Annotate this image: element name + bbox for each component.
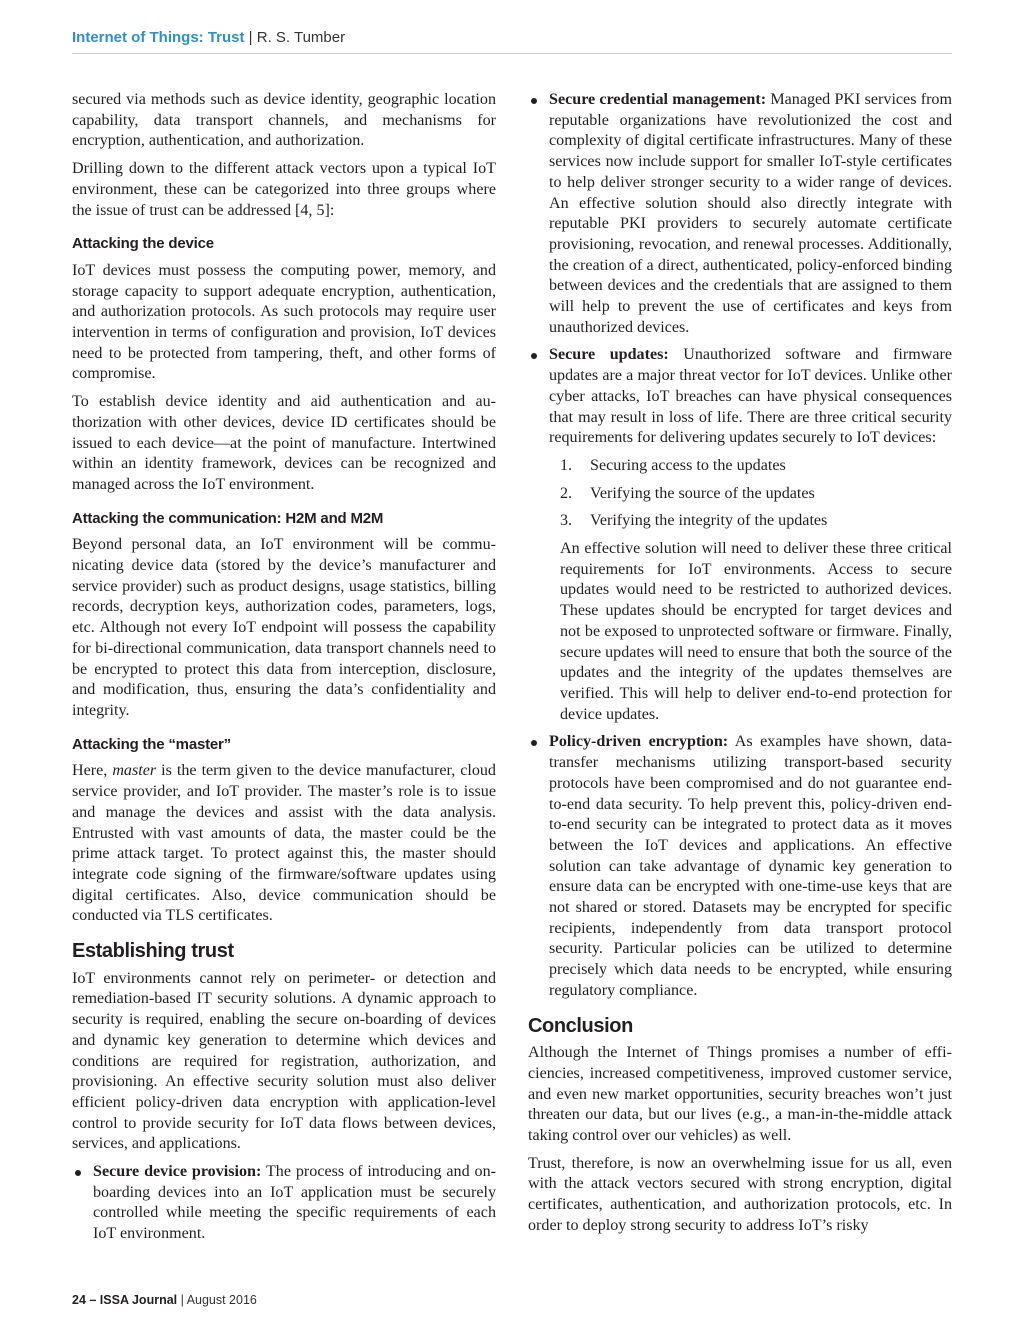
bullet-list bbox=[528, 90, 952, 449]
bullet-item-secure-credential-management: Secure credential management: Managed PKI services from reputable organizations have revolutionized the cost and complexity of digital certificate infrastructures. Many of these services now include support for smaller IoT-style certificates to help deliver stronger security to a wider range of devices. An effective solution should also directly integrate with reputable PKI providers to securely automate certificate provisioning, revocation, and renewal processes. Additionally, the creation of a direct, authenticated, policy-enforced binding between devices and the credentials that are assigned to them will help to prevent the use of certificates and keys from unauthorized devices. bbox=[528, 90, 952, 338]
paragraph: IoT environments cannot rely on perimeter- or detection and remediation-based IT security solutions. A dynamic approach to security is required, enabling the secure on-boarding of devices and dynamic key generation to determine which devices and conditions are required for registration, authorization, and provisioning. An effective security solution must also deliver efficient policy-driven data encryption with application-level control to provide security for IoT data flows between devices, services, and applications. bbox=[72, 969, 496, 1153]
subheading-attacking-communication: Attacking the communication: H2M and M2M bbox=[72, 509, 384, 527]
running-head bbox=[72, 29, 952, 46]
paragraph: An effective solution will need to deliver these three critical requirements for IoT environments. Access to secure updates would need to be restricted to authorized devices. These updates should be encrypted for target devices and not be exposed to unprotected software or firmware. Finally, secure updates will need to ensure that both the source of the updates and the integrity of the updates themselves are verified. This will help to deliver end-to-end protection for device updates. bbox=[560, 540, 952, 723]
page-folio: 24 – ISSA Journal bbox=[72, 1293, 178, 1307]
numbered-list bbox=[528, 456, 952, 532]
bullet-list bbox=[528, 732, 952, 1001]
list-item: 2. Verifying the source of the updates bbox=[560, 484, 815, 502]
journal-section-title: Internet of Things: Trust bbox=[72, 29, 245, 46]
paragraph: Drilling down to the different attack vectors upon a typical IoT environment, these can be categorized into three groups where the issue of trust can be addressed [4, 5]: bbox=[72, 160, 496, 219]
paragraph: IoT devices must possess the computing power, memory, and storage capacity to support adequate encryption, authentication, and authorization protocols. As such protocols may require user intervention in terms of configuration and provision, IoT devices need to be protected from tampering, theft, and other forms of compromise. bbox=[72, 261, 496, 383]
paragraph: Here, master is the term given to the device manufacturer, cloud service provider, and IoT provider. The master’s role is to issue and manage the devices and assist with the data analysis. Entrusted with vast amounts of data, the master could be the prime attack target. To protect against this, the master should integrate code signing of the firmware/software updates using digital certificates. Also, device communication should be conducted via TLS certificates. bbox=[72, 762, 496, 925]
paragraph: Beyond personal data, an IoT environment will be communicating device data (stored by the device’s manufacturer and service provider) such as product designs, usage statistics, billing records, decryption keys, authorization codes, parameters, logs, etc. Although not every IoT endpoint will possess the capability for bi-directional communication, data transport channels need to be encrypted to protect this data from interception, disclosure, and modification, thus, ensuring the data’s confidentiality and integrity. bbox=[72, 536, 496, 719]
left-column bbox=[72, 90, 496, 1252]
updates-paragraph-block bbox=[528, 539, 952, 725]
paragraph: Although the Internet of Things promises a number of efficiencies, increased competitiveness, improved customer service, and even new market opportunities, security breaches won’t just threaten our data, but our lives (e.g., a man-in-the-middle attack taking control over our vehicles) as well. bbox=[528, 1044, 952, 1145]
paragraph: Trust, therefore, is now an overwhelming issue for us all, even with the attack vectors secured with strong encryption, digital certificates, authentication, and authorization protocols, etc. In order to deploy strong security to address IoT’s risky bbox=[528, 1154, 952, 1234]
paragraph: secured via methods such as device identity, geographic location capability, data transport channels, and mechanisms for encryption, authentication, and authorization. bbox=[72, 91, 496, 150]
bullet-item-policy-driven-encryption: Policy-driven encryption: As examples have shown, data-transfer mechanisms utilizing transport-based security protocols have been compromised and do not guarantee end-to-end data security. To help prevent this, policy-driven end-to-end security can be integrated to protect data as it moves between the IoT devices and applications. An effective solution can take advantage of dynamic key generation to ensure data can be encrypted with one-time-use keys that are not shared or stored. Datasets may be encrypted for specific recipients, independently from data transport protocol security. Particular policies can be utilized to determine precisely which data needs to be encrypted, while ensuring regulatory compliance. bbox=[528, 732, 952, 1001]
bullet-item-secure-updates: Secure updates: Unauthorized software and firmware updates are a major threat vector for IoT devices. Unlike other cyber attacks, IoT breaches can have physical consequences that may result in loss of life. There are three critical security requirements for delivering updates securely to IoT devices: bbox=[528, 345, 952, 449]
bullet-item-secure-device-provision: Secure device provision: The process of introducing and on-boarding devices into an IoT application must be securely controlled while meeting the specific requirements of each IoT environment. bbox=[72, 1162, 496, 1245]
header-separator: | bbox=[244, 29, 257, 46]
bullet-list bbox=[72, 1162, 496, 1245]
paragraph: To establish device identity and aid authentication and authorization with other devices, device ID certificates should be issued to each device—at the point of manufacture. Intertwined within an identity framework, devices can be recognized and managed across the IoT environment. bbox=[72, 393, 496, 493]
header-rule bbox=[72, 53, 952, 54]
issue-date: August 2016 bbox=[186, 1293, 257, 1307]
list-item: 3. Verifying the integrity of the updates bbox=[560, 512, 828, 530]
section-heading-conclusion: Conclusion bbox=[528, 1014, 633, 1037]
emphasis-master: master bbox=[112, 762, 157, 780]
footer-separator: | bbox=[177, 1293, 187, 1307]
article-author: R. S. Tumber bbox=[256, 29, 346, 46]
subheading-attacking-master: Attacking the “master” bbox=[72, 735, 231, 753]
page-footer bbox=[72, 1293, 257, 1307]
subheading-attacking-device: Attacking the device bbox=[72, 235, 214, 253]
right-column bbox=[528, 90, 952, 1244]
section-heading-establishing-trust: Establishing trust bbox=[72, 940, 234, 963]
list-item: 1. Securing access to the updates bbox=[560, 456, 786, 474]
